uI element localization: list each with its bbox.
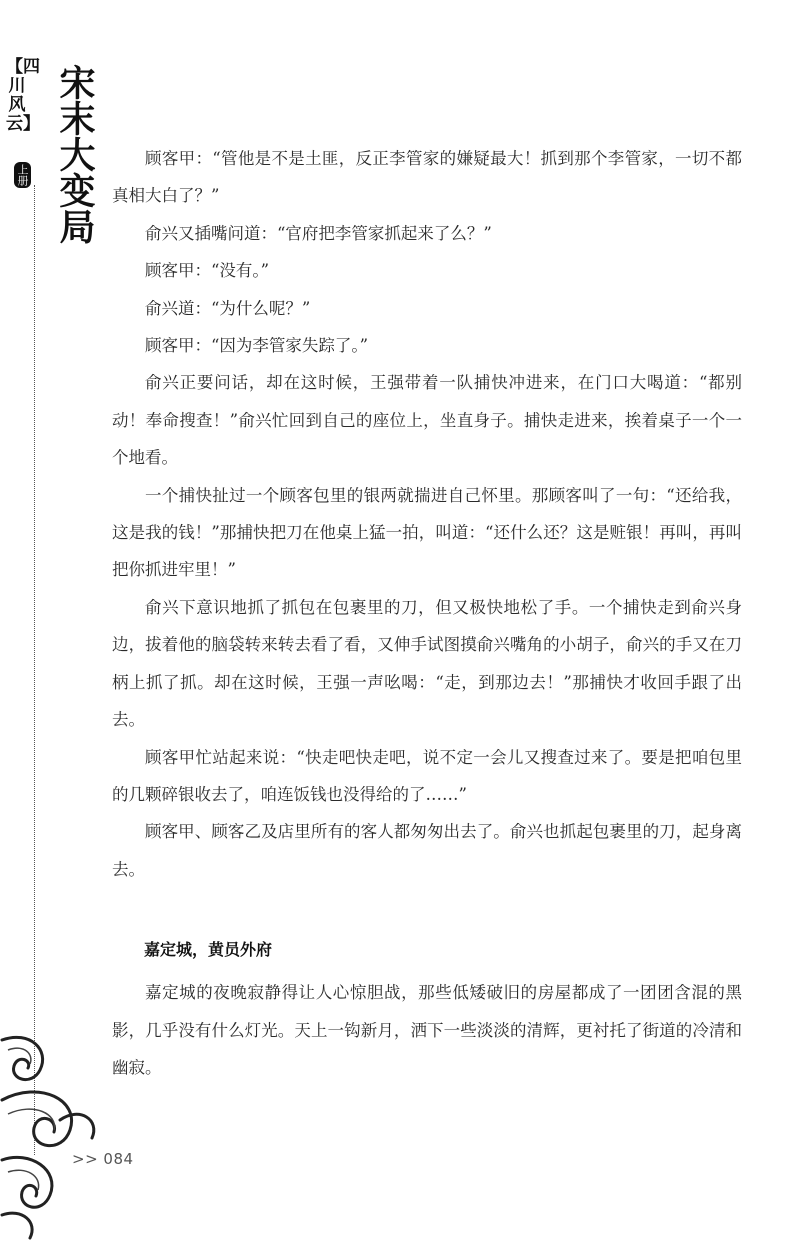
cloud-ornament-icon — [0, 1010, 110, 1243]
book-title: 宋末大变局 — [54, 64, 96, 244]
paragraph: 一个捕快扯过一个顾客包里的银两就揣进自己怀里。那顾客叫了一句：“还给我，这是我的钱！”那捕快把刀在他桌上猛一拍，叫道：“还什么还？这是赃银！再叫，再叫把你抓进牢里！” — [112, 485, 742, 580]
paragraph: 顾客甲、顾客乙及店里所有的客人都匆匆出去了。俞兴也抓起包裹里的刀，起身离去。 — [112, 822, 742, 879]
paragraph: 顾客甲忙站起来说：“快走吧快走吧，说不定一会儿又搜查过来了。要是把咱包里的几颗碎银收去了，咱连饭钱也没得给的了……” — [112, 747, 742, 804]
paragraph: 俞兴正要问话，却在这时候，王强带着一队捕快冲进来，在门口大喝道：“都别动！奉命搜查！”俞兴忙回到自己的座位上，坐直身子。捕快走进来，挨着桌子一个一个地看。 — [112, 373, 742, 468]
body-text — [112, 140, 742, 1086]
paragraph: 俞兴又插嘴问道：“官府把李管家抓起来了么？” — [145, 223, 492, 243]
paragraph: 俞兴下意识地抓了抓包在包裹里的刀，但又极快地松了手。一个捕快走到俞兴身边，拔着他的脑袋转来转去看了看，又伸手试图摸俞兴嘴角的小胡子，俞兴的手又在刀柄上抓了抓。却在这时候，王强一声吆喝：“走，到那边去！”那捕快才收回手跟了出去。 — [112, 597, 742, 730]
paragraph: 嘉定城的夜晚寂静得让人心惊胆战，那些低矮破旧的房屋都成了一团团含混的黑影，几乎没有什么灯光。天上一钩新月，洒下一些淡淡的清辉，更衬托了街道的冷清和幽寂。 — [112, 983, 742, 1077]
paragraph: 顾客甲：“没有。” — [145, 261, 270, 281]
section-heading: 嘉定城，黄员外府 — [144, 940, 273, 960]
page-number: >> 084 — [72, 1150, 134, 1168]
paragraph: 俞兴道：“为什么呢？” — [145, 298, 311, 318]
volume-mark: 上册 — [16, 164, 29, 186]
paragraph: 顾客甲：“管他是不是土匪，反正李管家的嫌疑最大！抓到那个李管家，一切不都真相大白了？” — [112, 149, 742, 206]
series-tag: 【四川风云】 — [6, 57, 40, 134]
paragraph: 顾客甲：“因为李管家失踪了。” — [145, 336, 369, 356]
